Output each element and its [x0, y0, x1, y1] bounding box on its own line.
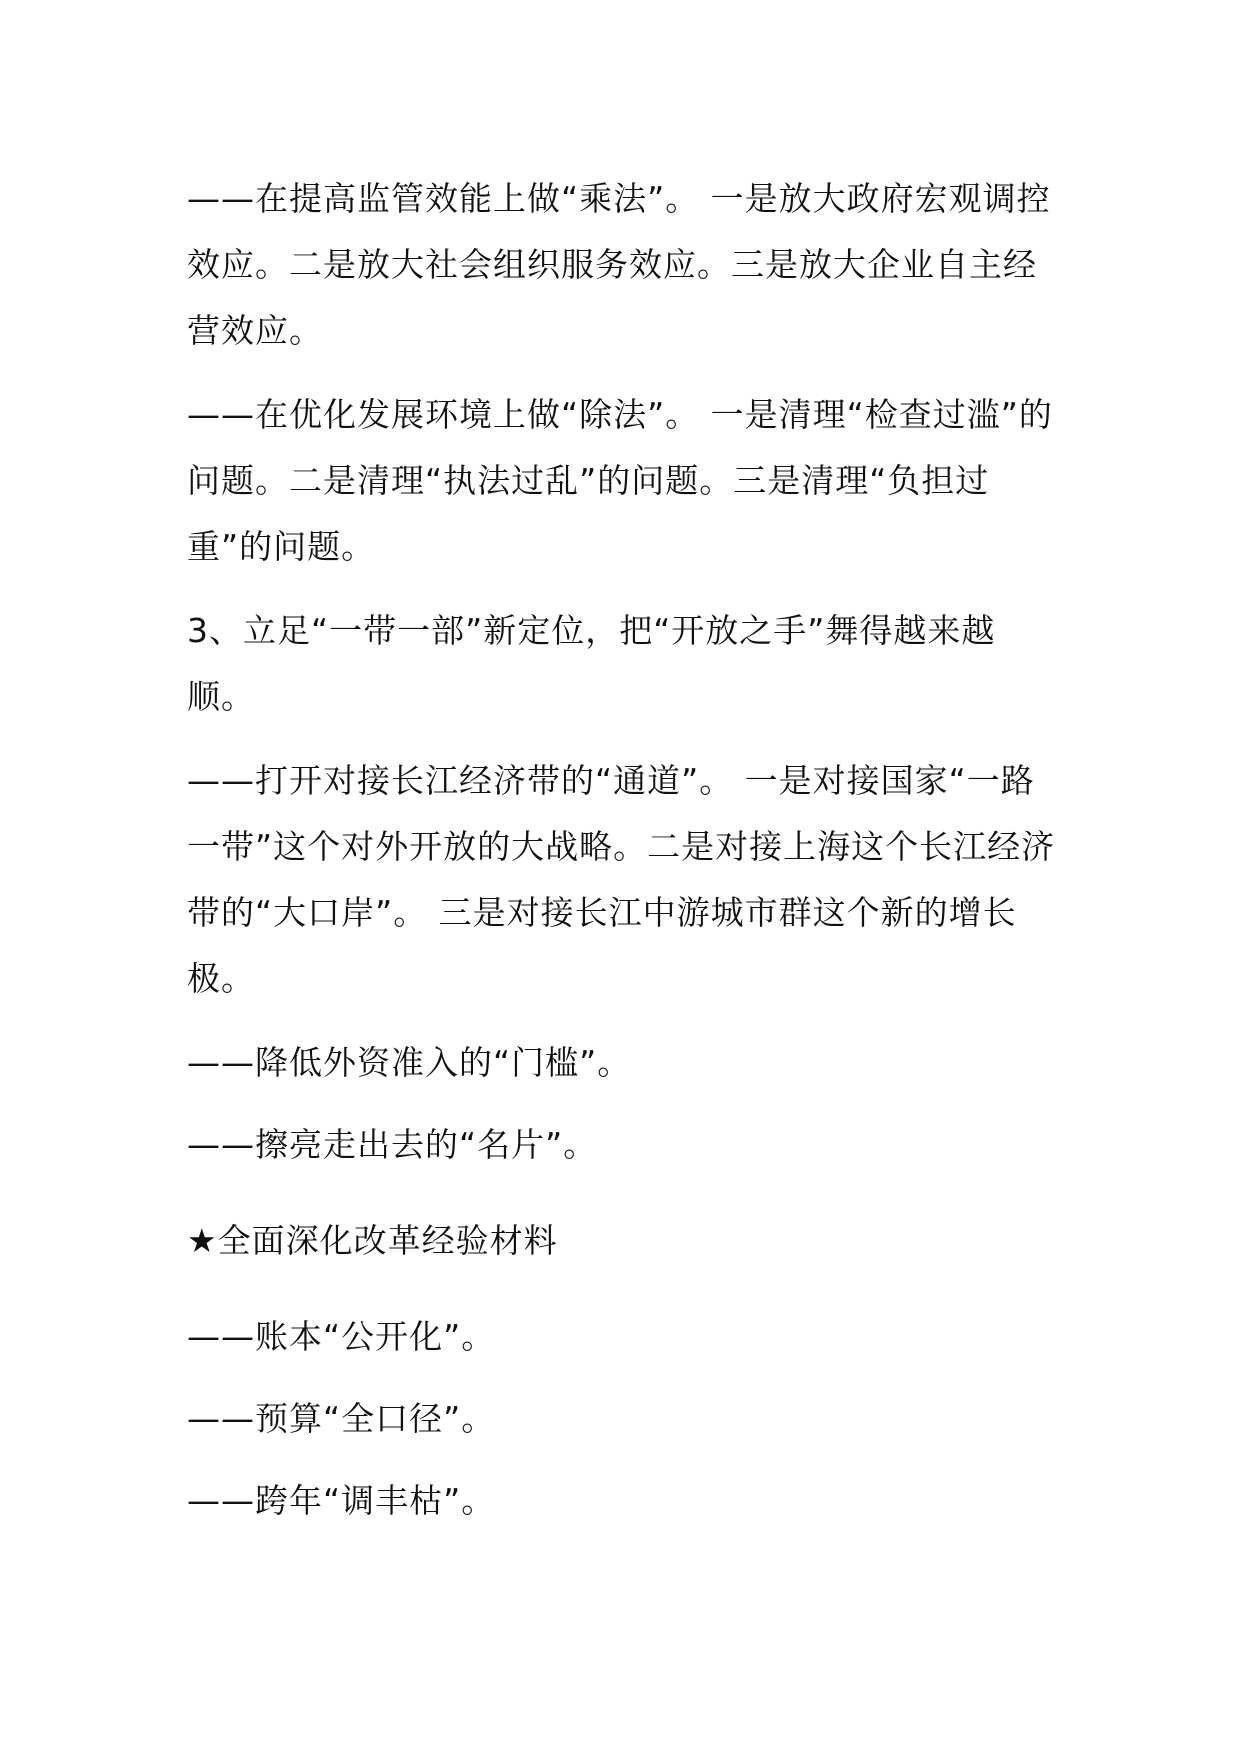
paragraph-division: ——在优化发展环境上做“除法”。 一是清理“检查过滥”的问题。二是清理“执法过乱”的问题。三是清理“负担过重”的问题。	[187, 395, 1053, 566]
list-item-budget: ——预算“全口径”。	[187, 1399, 496, 1438]
list-item-ledger: ——账本“公开化”。	[187, 1317, 496, 1356]
list-item-cross-year: ——跨年“调丰枯”。	[187, 1481, 496, 1520]
reform-experience-heading: ★全面深化改革经验材料	[187, 1221, 558, 1260]
paragraph-business-card: ——擦亮走出去的“名片”。	[187, 1125, 598, 1164]
paragraph-threshold: ——降低外资准入的“门槛”。	[187, 1043, 632, 1082]
section-heading-opening: 3、立足“一带一部”新定位，把“开放之手”舞得越来越顺。	[187, 611, 996, 716]
paragraph-channel: ——打开对接长江经济带的“通道”。 一是对接国家“一路一带”这个对外开放的大战略。二是对接上海这个长江经济带的“大口岸”。 三是对接长江中游城市群这个新的增长极。	[187, 761, 1056, 998]
paragraph-multiplication: ——在提高监管效能上做“乘法”。 一是放大政府宏观调控效应。二是放大社会组织服务效应。三是放大企业自主经营效应。	[187, 179, 1051, 350]
document-body	[187, 166, 1057, 1550]
